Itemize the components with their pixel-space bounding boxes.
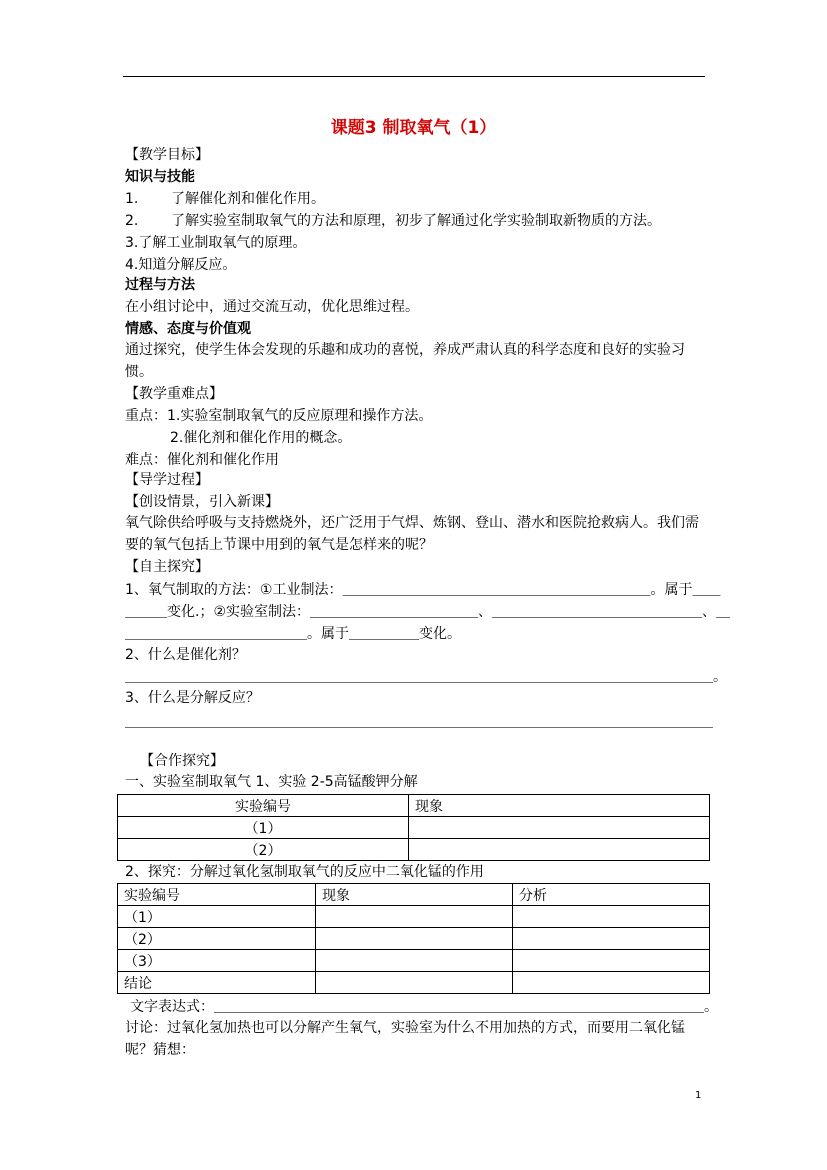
table-cell (513, 972, 710, 994)
question-1-line-2: ＿＿＿变化.；②实验室制法：＿＿＿＿＿＿＿＿＿＿＿＿、＿＿＿＿＿＿＿＿＿＿＿＿＿＿＿、＿ (125, 604, 730, 620)
question-3-answer-blank: ＿＿＿＿＿＿＿＿＿＿＿＿＿＿＿＿＿＿＿＿＿＿＿＿＿＿＿＿＿＿＿＿＿＿＿＿＿＿＿＿＿＿ (125, 714, 713, 730)
header-rule (123, 76, 705, 77)
table-cell (409, 817, 710, 839)
key-point-1: 重点：1.实验室制取氧气的反应原理和操作方法。 (125, 408, 433, 424)
table-header-cell: 实验编号 (118, 884, 316, 906)
table-header-cell: 现象 (316, 884, 513, 906)
goal-item-1 (125, 190, 325, 208)
goal-item-2-number: 2. (125, 213, 139, 229)
heading-process-methods: 过程与方法 (125, 277, 195, 293)
table-cell (513, 928, 710, 950)
process-text: 在小组讨论中，通过交流互动，优化思维过程。 (125, 299, 419, 315)
question-3: 3、什么是分解反应？ (125, 690, 260, 706)
table-header-cell: 现象 (409, 795, 710, 817)
key-point-2: 2.催化剂和催化作用的概念。 (170, 430, 352, 446)
page-title: 课题3 制取氧气（1） (330, 118, 497, 138)
table-cell: （2） (118, 928, 316, 950)
goal-item-2-text: 了解实验室制取氧气的方法和原理，初步了解通过化学实验制取新物质的方法。 (171, 213, 661, 229)
section-cooperative-inquiry: 【合作探究】 (140, 753, 224, 769)
page-number: 1 (695, 1090, 702, 1101)
table-row (118, 817, 710, 839)
section-key-points: 【教学重难点】 (125, 386, 223, 402)
heading-knowledge-skills: 知识与技能 (125, 169, 195, 185)
table-cell (513, 950, 710, 972)
table-row (118, 950, 710, 972)
goal-item-2 (125, 212, 661, 230)
table-header-row (118, 795, 710, 817)
table-cell (316, 972, 513, 994)
word-equation-blank: 文字表达式：＿＿＿＿＿＿＿＿＿＿＿＿＿＿＿＿＿＿＿＿＿＿＿＿＿＿＿＿＿＿＿＿＿＿＿。 (130, 999, 718, 1015)
section-teaching-goals: 【教学目标】 (125, 147, 209, 163)
goal-item-3: 3.了解工业制取氧气的原理。 (125, 235, 307, 251)
table-row (118, 839, 710, 861)
table-cell: （3） (118, 950, 316, 972)
table-cell: 结论 (118, 972, 316, 994)
table-header-row (118, 884, 710, 906)
experiment-2-title: 2、探究：分解过氧化氢制取氧气的反应中二氧化锰的作用 (125, 864, 484, 880)
table-cell (316, 928, 513, 950)
section-scenario: 【创设情景，引入新课】 (125, 494, 279, 510)
goal-item-4: 4.知道分解反应。 (125, 257, 237, 273)
table-header-cell: 实验编号 (118, 795, 409, 817)
table-cell (513, 906, 710, 928)
table-row (118, 906, 710, 928)
goal-item-1-number: 1. (125, 191, 139, 207)
difficult-point: 难点：催化剂和催化作用 (125, 452, 279, 468)
question-2-answer-blank: ＿＿＿＿＿＿＿＿＿＿＿＿＿＿＿＿＿＿＿＿＿＿＿＿＿＿＿＿＿＿＿＿＿＿＿＿＿＿＿＿＿＿。 (125, 669, 727, 685)
emotion-text: 通过探究，使学生体会发现的乐趣和成功的喜悦，养成严肃认真的科学态度和良好的实验习惯。 (125, 342, 685, 380)
question-1-line-3: ＿＿＿＿＿＿＿＿＿＿＿＿＿。属于＿＿＿＿＿变化。 (125, 626, 461, 642)
section-self-inquiry: 【自主探究】 (125, 559, 209, 575)
table-row (118, 928, 710, 950)
question-1-line-1: 1、氧气制取的方法：①工业制法：＿＿＿＿＿＿＿＿＿＿＿＿＿＿＿＿＿＿＿＿＿＿。属于＿＿ (125, 582, 721, 598)
experiment-1-title: 一、实验室制取氧气 1、实验 2-5高锰酸钾分解 (125, 774, 418, 790)
table-cell: （1） (118, 817, 409, 839)
table-cell (409, 839, 710, 861)
section-guided-process: 【导学过程】 (125, 472, 209, 488)
experiment-2-table (117, 883, 710, 994)
table-cell: （2） (118, 839, 409, 861)
discussion-text: 讨论：过氧化氢加热也可以分解产生氧气，实验室为什么不用加热的方式，而要用二氧化锰呢？猜想： (125, 1020, 685, 1058)
table-cell (316, 950, 513, 972)
scenario-text: 氧气除供给呼吸与支持燃烧外，还广泛用于气焊、炼钢、登山、潜水和医院抢救病人。我们需要的氧气包括上节课中用到的氧气是怎样来的呢？ (125, 515, 699, 553)
table-cell: （1） (118, 906, 316, 928)
table-cell (316, 906, 513, 928)
experiment-1-table (117, 794, 710, 861)
table-row (118, 972, 710, 994)
table-header-cell: 分析 (513, 884, 710, 906)
question-2: 2、什么是催化剂？ (125, 647, 246, 663)
heading-emotion-values: 情感、态度与价值观 (125, 321, 251, 337)
goal-item-1-text: 了解催化剂和催化作用。 (171, 191, 325, 207)
